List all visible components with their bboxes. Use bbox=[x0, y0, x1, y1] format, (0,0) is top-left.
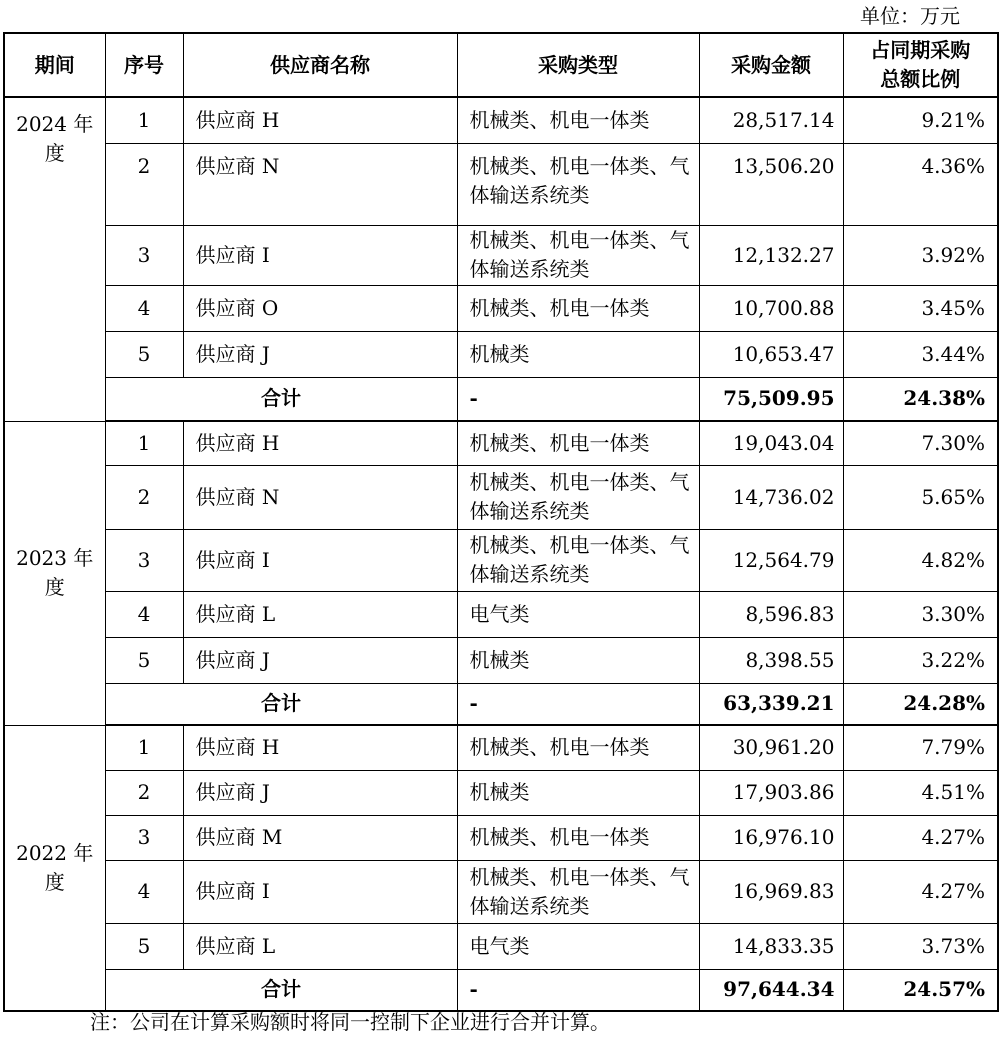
header-type: 采购类型 bbox=[457, 33, 699, 97]
supplier-name: 供应商 N bbox=[183, 465, 457, 529]
total-label: 合计 bbox=[105, 683, 457, 725]
purchase-ratio: 3.44% bbox=[843, 331, 998, 377]
total-amount: 75,509.95 bbox=[699, 377, 843, 421]
table-row bbox=[4, 923, 998, 969]
purchase-type: 机械类、机电一体类 bbox=[457, 421, 699, 465]
purchase-ratio: 7.30% bbox=[843, 421, 998, 465]
purchase-type: 机械类、机电一体类 bbox=[457, 97, 699, 143]
row-number: 2 bbox=[105, 143, 183, 225]
purchase-type: 机械类、机电一体类、气体输送系统类 bbox=[457, 225, 699, 285]
row-number: 2 bbox=[105, 770, 183, 815]
purchase-ratio: 5.65% bbox=[843, 465, 998, 529]
row-number: 4 bbox=[105, 860, 183, 923]
purchase-amount: 16,976.10 bbox=[699, 815, 843, 860]
purchase-type: 机械类、机电一体类、气体输送系统类 bbox=[457, 860, 699, 923]
purchase-ratio: 4.27% bbox=[843, 860, 998, 923]
row-number: 4 bbox=[105, 591, 183, 637]
row-number: 3 bbox=[105, 225, 183, 285]
supplier-name: 供应商 N bbox=[183, 143, 457, 225]
header-ratio: 占同期采购总额比例 bbox=[843, 33, 998, 97]
purchase-ratio: 3.45% bbox=[843, 285, 998, 331]
purchase-ratio: 4.27% bbox=[843, 815, 998, 860]
table-row bbox=[4, 637, 998, 683]
purchase-amount: 16,969.83 bbox=[699, 860, 843, 923]
supplier-name: 供应商 M bbox=[183, 815, 457, 860]
table-row bbox=[4, 97, 998, 143]
purchase-type: 机械类、机电一体类、气体输送系统类 bbox=[457, 529, 699, 591]
purchase-type: 机械类、机电一体类 bbox=[457, 285, 699, 331]
supplier-name: 供应商 H bbox=[183, 725, 457, 770]
purchase-amount: 14,736.02 bbox=[699, 465, 843, 529]
purchase-ratio: 3.30% bbox=[843, 591, 998, 637]
table-row bbox=[4, 225, 998, 285]
row-number: 1 bbox=[105, 725, 183, 770]
purchase-amount: 30,961.20 bbox=[699, 725, 843, 770]
purchase-ratio: 7.79% bbox=[843, 725, 998, 770]
table-row bbox=[4, 465, 998, 529]
purchase-ratio: 4.51% bbox=[843, 770, 998, 815]
period-cell: 2024 年度 bbox=[4, 97, 105, 421]
header-row bbox=[4, 33, 998, 97]
table-row bbox=[4, 285, 998, 331]
purchase-type: 机械类 bbox=[457, 637, 699, 683]
table-row bbox=[4, 421, 998, 465]
purchase-amount: 28,517.14 bbox=[699, 97, 843, 143]
supplier-name: 供应商 I bbox=[183, 529, 457, 591]
supplier-name: 供应商 H bbox=[183, 97, 457, 143]
total-row bbox=[4, 969, 998, 1011]
purchase-amount: 8,596.83 bbox=[699, 591, 843, 637]
header-supplier: 供应商名称 bbox=[183, 33, 457, 97]
purchase-amount: 13,506.20 bbox=[699, 143, 843, 225]
purchase-amount: 8,398.55 bbox=[699, 637, 843, 683]
purchase-type: 机械类、机电一体类、气体输送系统类 bbox=[457, 143, 699, 225]
purchase-amount: 14,833.35 bbox=[699, 923, 843, 969]
header-period: 期间 bbox=[4, 33, 105, 97]
purchase-ratio: 3.92% bbox=[843, 225, 998, 285]
purchase-ratio: 4.36% bbox=[843, 143, 998, 225]
supplier-name: 供应商 I bbox=[183, 225, 457, 285]
purchase-type: 电气类 bbox=[457, 591, 699, 637]
purchase-amount: 17,903.86 bbox=[699, 770, 843, 815]
total-type: - bbox=[457, 969, 699, 1011]
row-number: 1 bbox=[105, 97, 183, 143]
total-row bbox=[4, 683, 998, 725]
table-row bbox=[4, 529, 998, 591]
period-cell: 2023 年度 bbox=[4, 421, 105, 725]
purchase-type: 电气类 bbox=[457, 923, 699, 969]
purchase-ratio: 3.22% bbox=[843, 637, 998, 683]
table-row bbox=[4, 143, 998, 225]
table-row bbox=[4, 815, 998, 860]
supplier-name: 供应商 O bbox=[183, 285, 457, 331]
total-ratio: 24.28% bbox=[843, 683, 998, 725]
row-number: 2 bbox=[105, 465, 183, 529]
row-number: 3 bbox=[105, 529, 183, 591]
purchase-ratio: 3.73% bbox=[843, 923, 998, 969]
supplier-name: 供应商 J bbox=[183, 770, 457, 815]
total-label: 合计 bbox=[105, 377, 457, 421]
table-row bbox=[4, 770, 998, 815]
header-amount: 采购金额 bbox=[699, 33, 843, 97]
row-number: 5 bbox=[105, 923, 183, 969]
purchase-amount: 12,564.79 bbox=[699, 529, 843, 591]
total-type: - bbox=[457, 683, 699, 725]
row-number: 5 bbox=[105, 637, 183, 683]
supplier-purchase-table bbox=[3, 32, 999, 1012]
purchase-type: 机械类 bbox=[457, 331, 699, 377]
row-number: 5 bbox=[105, 331, 183, 377]
total-label: 合计 bbox=[105, 969, 457, 1011]
total-ratio: 24.38% bbox=[843, 377, 998, 421]
period-cell: 2022 年度 bbox=[4, 725, 105, 1011]
supplier-name: 供应商 I bbox=[183, 860, 457, 923]
unit-label: 单位：万元 bbox=[860, 4, 960, 28]
purchase-type: 机械类、机电一体类、气体输送系统类 bbox=[457, 465, 699, 529]
total-amount: 97,644.34 bbox=[699, 969, 843, 1011]
purchase-ratio: 9.21% bbox=[843, 97, 998, 143]
header-no: 序号 bbox=[105, 33, 183, 97]
table-row bbox=[4, 331, 998, 377]
total-type: - bbox=[457, 377, 699, 421]
purchase-type: 机械类、机电一体类 bbox=[457, 815, 699, 860]
supplier-name: 供应商 J bbox=[183, 331, 457, 377]
total-amount: 63,339.21 bbox=[699, 683, 843, 725]
supplier-name: 供应商 L bbox=[183, 923, 457, 969]
table-row bbox=[4, 860, 998, 923]
row-number: 4 bbox=[105, 285, 183, 331]
row-number: 1 bbox=[105, 421, 183, 465]
purchase-amount: 19,043.04 bbox=[699, 421, 843, 465]
total-row bbox=[4, 377, 998, 421]
table-row bbox=[4, 725, 998, 770]
purchase-amount: 10,700.88 bbox=[699, 285, 843, 331]
table-body bbox=[4, 97, 998, 1011]
supplier-name: 供应商 L bbox=[183, 591, 457, 637]
purchase-type: 机械类、机电一体类 bbox=[457, 725, 699, 770]
supplier-name: 供应商 J bbox=[183, 637, 457, 683]
row-number: 3 bbox=[105, 815, 183, 860]
purchase-type: 机械类 bbox=[457, 770, 699, 815]
footnote: 注：公司在计算采购额时将同一控制下企业进行合并计算。 bbox=[90, 1010, 610, 1034]
table-row bbox=[4, 591, 998, 637]
purchase-amount: 10,653.47 bbox=[699, 331, 843, 377]
supplier-name: 供应商 H bbox=[183, 421, 457, 465]
purchase-ratio: 4.82% bbox=[843, 529, 998, 591]
purchase-amount: 12,132.27 bbox=[699, 225, 843, 285]
total-ratio: 24.57% bbox=[843, 969, 998, 1011]
